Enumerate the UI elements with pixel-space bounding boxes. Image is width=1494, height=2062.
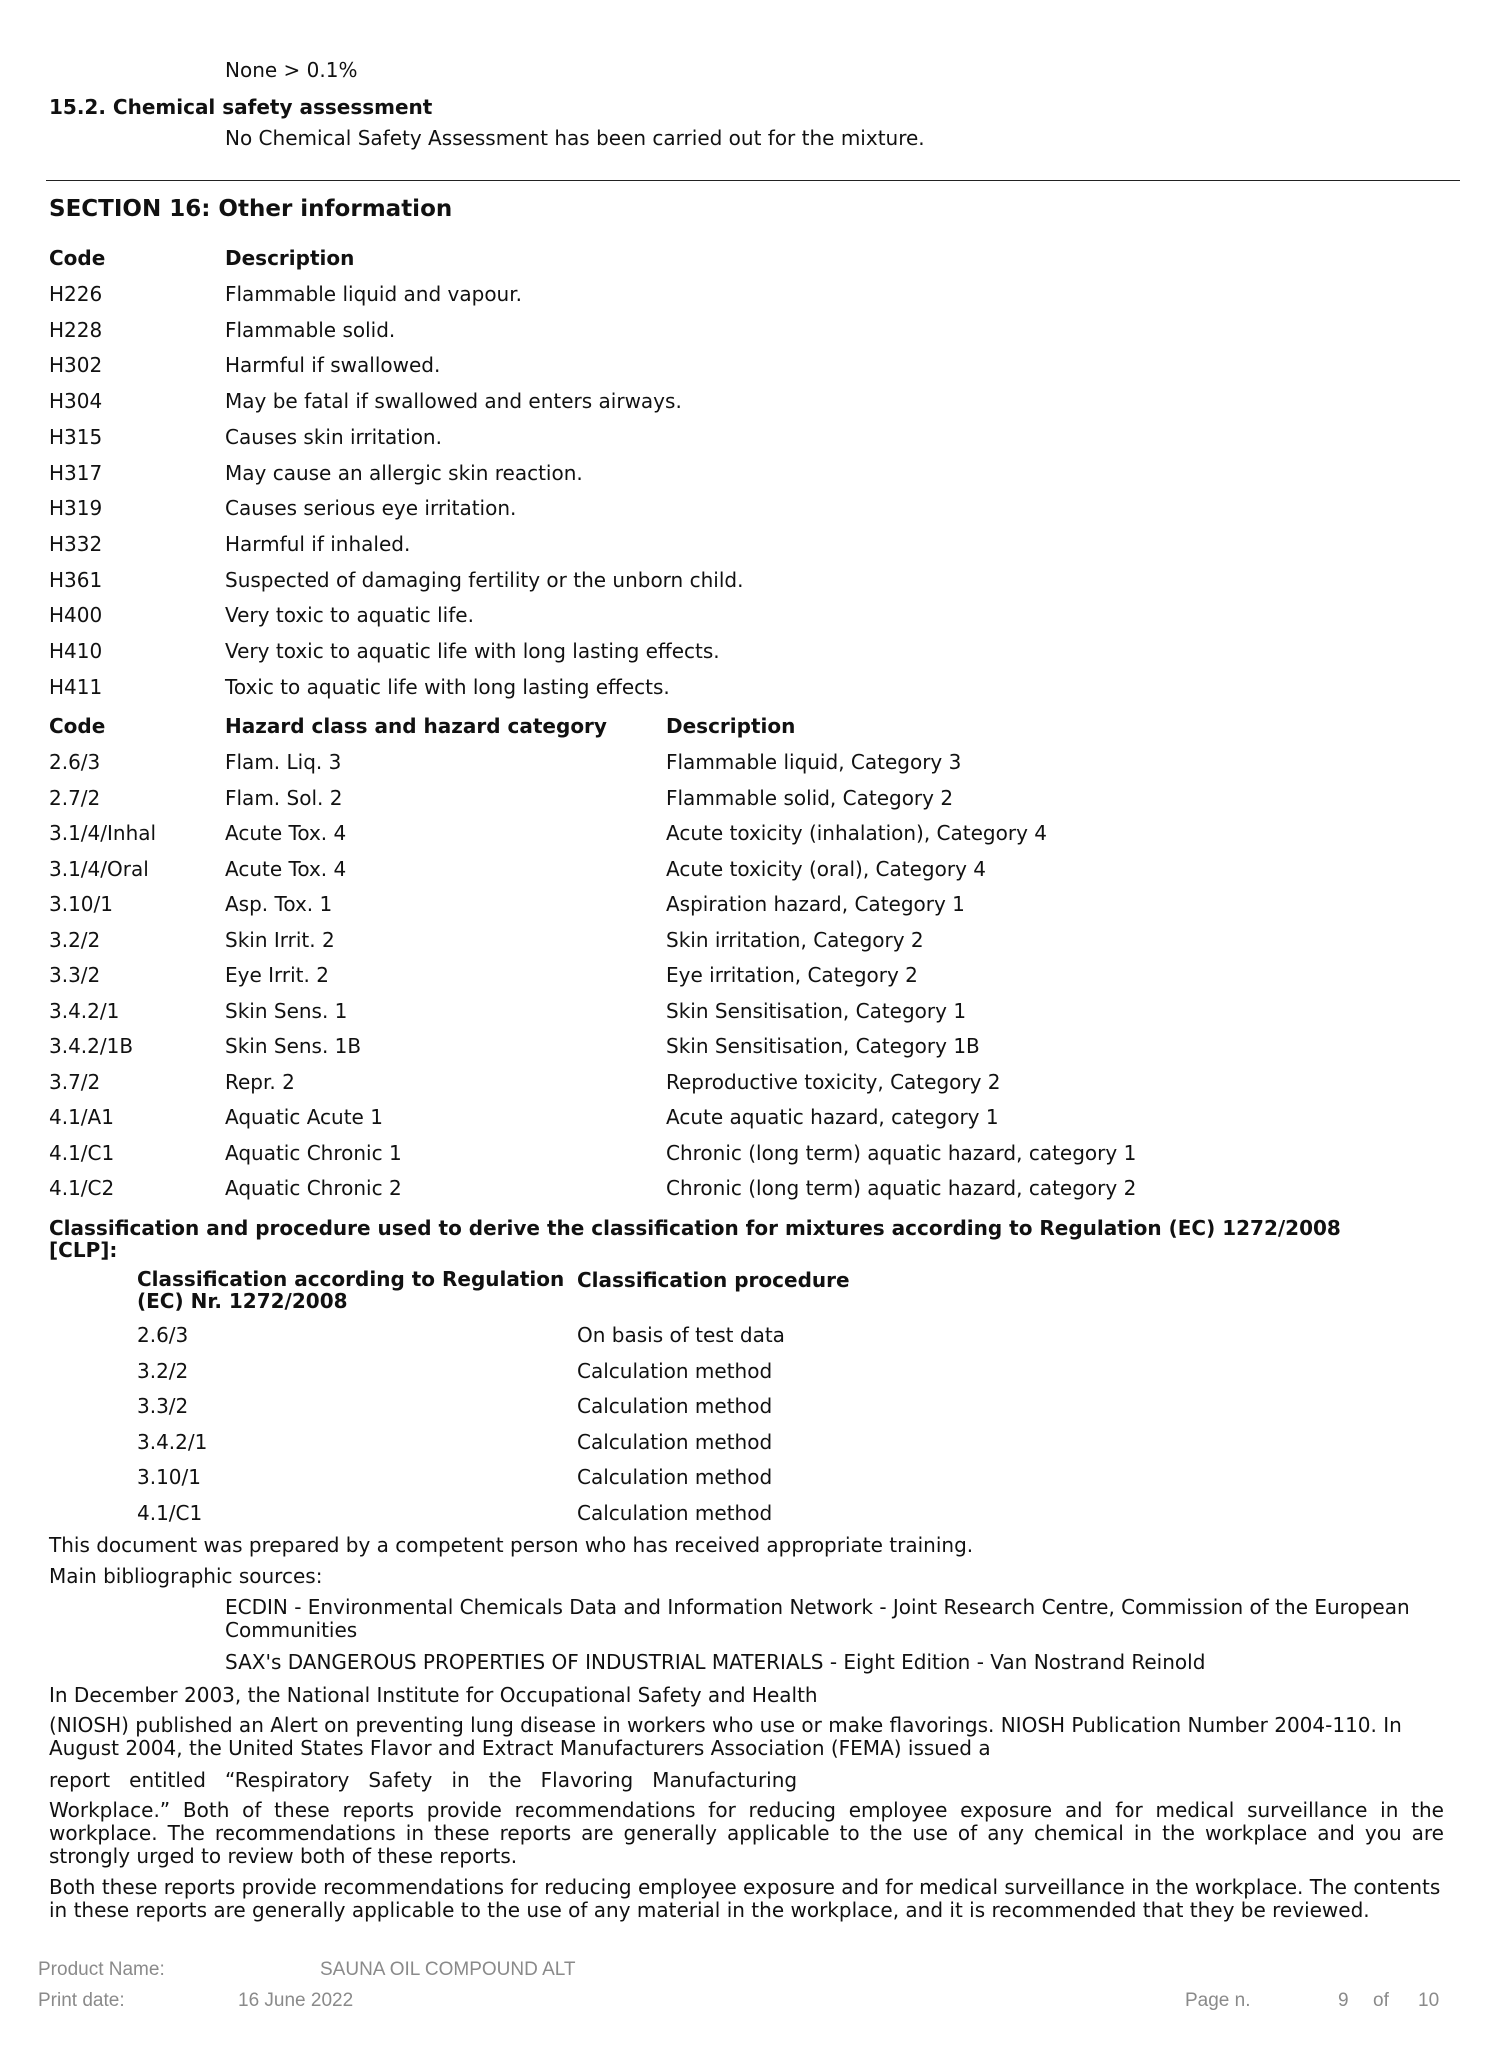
h-statement-description: Very toxic to aquatic life with long lasting effects.: [225, 639, 720, 663]
procedure-row: [0, 1501, 1494, 1531]
procedure-heading: Classification and procedure used to derive the classification for mixtures according to Regulation (EC) 1272/2008 [CLP]:: [49, 1216, 1341, 1262]
hazard-class-code: 3.4.2/1B: [49, 1034, 134, 1058]
hazard-class-description: Acute toxicity (oral), Category 4: [666, 856, 986, 881]
hazard-class-row: [0, 1141, 1494, 1171]
h-statement-description: Harmful if swallowed.: [225, 353, 441, 378]
h-statement-description: Very toxic to aquatic life.: [225, 603, 474, 628]
svhc-value: None > 0.1%: [225, 58, 358, 82]
procedure-row: [0, 1465, 1494, 1495]
h-statement-code: H226: [49, 282, 103, 306]
class-table-header-code: Code: [49, 714, 106, 738]
hazard-class-row: [0, 821, 1494, 851]
footer-page-label: Page n.: [1185, 1990, 1251, 2011]
h-statement-row: [0, 496, 1494, 526]
procedure-procedure: Calculation method: [577, 1429, 773, 1454]
h-statement-row: [0, 389, 1494, 419]
procedure-table-header-classification: Classification according to Regulation (EC) Nr. 1272/2008: [137, 1267, 565, 1313]
paragraph-both-reports: Both these reports provide recommendations for reducing employee exposure and for medical surveillance in the workplace. The contents in these reports are generally applicable to the use of any material in the workplace, and it is recommended that they be reviewed.: [49, 1875, 1441, 1922]
footer-page-total: 10: [1418, 1990, 1440, 2011]
hazard-class-hazard-class: Aquatic Acute 1: [225, 1105, 383, 1129]
procedure-classification: 2.6/3: [137, 1323, 189, 1347]
hazard-class-row: [0, 750, 1494, 780]
hazard-class-row: [0, 786, 1494, 816]
hazard-class-hazard-class: Asp. Tox. 1: [225, 892, 333, 916]
footer-of-label: of: [1373, 1990, 1389, 2011]
hazard-class-row: [0, 1105, 1494, 1135]
hazard-class-code: 3.7/2: [49, 1069, 101, 1094]
h-statement-code: H410: [49, 639, 103, 663]
procedure-procedure: Calculation method: [577, 1358, 773, 1383]
hazard-class-code: 4.1/C2: [49, 1176, 115, 1200]
procedure-classification: 3.3/2: [137, 1394, 189, 1419]
h-statement-description: May be fatal if swallowed and enters airways.: [225, 389, 682, 414]
h-statement-description: May cause an allergic skin reaction.: [225, 460, 583, 485]
hazard-class-hazard-class: Acute Tox. 4: [225, 821, 347, 845]
h-statement-row: [0, 318, 1494, 348]
hazard-class-code: 2.6/3: [49, 750, 101, 774]
hazard-class-description: Skin irritation, Category 2: [666, 927, 924, 952]
section-16-title: SECTION 16: Other information: [49, 196, 453, 222]
hazard-class-row: [0, 892, 1494, 922]
hazard-class-hazard-class: Flam. Sol. 2: [225, 785, 343, 810]
h-statement-code: H317: [49, 460, 103, 485]
procedure-table-header-procedure: Classification procedure: [577, 1268, 850, 1292]
h-statement-code: H400: [49, 603, 103, 628]
hazard-class-description: Flammable liquid, Category 3: [666, 750, 962, 774]
hazard-class-hazard-class: Acute Tox. 4: [225, 856, 347, 881]
h-statement-description: Flammable liquid and vapour.: [225, 282, 522, 306]
source-sax: SAX's DANGEROUS PROPERTIES OF INDUSTRIAL MATERIALS - Eight Edition - Van Nostrand Reinold: [225, 1650, 1206, 1674]
h-statement-description: Causes serious eye irritation.: [225, 496, 517, 521]
hazard-class-description: Acute toxicity (inhalation), Category 4: [666, 821, 1047, 845]
h-table-header-description: Description: [225, 246, 355, 270]
hazard-class-hazard-class: Skin Irrit. 2: [225, 927, 335, 952]
hazard-class-description: Chronic (long term) aquatic hazard, category 2: [666, 1176, 1137, 1200]
hazard-class-description: Flammable solid, Category 2: [666, 785, 954, 810]
procedure-classification: 3.10/1: [137, 1465, 201, 1490]
procedure-procedure: Calculation method: [577, 1501, 773, 1525]
hazard-class-description: Skin Sensitisation, Category 1B: [666, 1034, 980, 1058]
h-statement-description: Toxic to aquatic life with long lasting effects.: [225, 674, 670, 699]
h-statement-row: [0, 353, 1494, 383]
section-divider: [46, 180, 1460, 181]
hazard-class-code: 3.3/2: [49, 963, 101, 987]
h-statement-code: H302: [49, 353, 103, 378]
sources-label: Main bibliographic sources:: [49, 1564, 323, 1588]
procedure-row: [0, 1323, 1494, 1353]
paragraph-workplace: Workplace.” Both of these reports provide recommendations for reducing employee exposure and for medical surveillance in the workplace. The recommendations in these reports are generally applicable to the use of any chemical in the workplace and you are strongly urged to review both of these reports.: [49, 1798, 1444, 1868]
procedure-classification: 3.4.2/1: [137, 1429, 208, 1454]
procedure-row: [0, 1359, 1494, 1389]
h-statement-code: H332: [49, 531, 103, 556]
paragraph-niosh-alert: (NIOSH) published an Alert on preventing lung disease in workers who use or make flavorings. NIOSH Publication Number 2004-110. In August 2004, the United States Flavor and Extract Manufacturers Association (FEMA) issued a: [49, 1713, 1402, 1760]
footer-page-number: 9: [1338, 1990, 1349, 2011]
hazard-class-description: Eye irritation, Category 2: [666, 963, 918, 987]
h-statement-row: [0, 639, 1494, 669]
hazard-class-description: Skin Sensitisation, Category 1: [666, 998, 967, 1023]
hazard-class-hazard-class: Flam. Liq. 3: [225, 750, 342, 774]
footer-product-value: SAUNA OIL COMPOUND ALT: [320, 1959, 576, 1980]
hazard-class-code: 4.1/C1: [49, 1140, 115, 1165]
h-statement-code: H319: [49, 496, 103, 521]
h-statement-row: [0, 282, 1494, 312]
hazard-class-hazard-class: Eye Irrit. 2: [225, 963, 329, 987]
source-ecdin: ECDIN - Environmental Chemicals Data and Information Network - Joint Research Centre, Commission of the European Communities: [225, 1595, 1410, 1642]
h-statement-code: H411: [49, 674, 103, 699]
h-statement-row: [0, 461, 1494, 491]
procedure-classification: 4.1/C1: [137, 1501, 203, 1525]
hazard-class-row: [0, 928, 1494, 958]
hazard-class-description: Reproductive toxicity, Category 2: [666, 1069, 1001, 1094]
h-statement-row: [0, 425, 1494, 455]
procedure-row: [0, 1430, 1494, 1460]
h-statement-code: H361: [49, 567, 103, 592]
hazard-class-code: 3.2/2: [49, 927, 101, 952]
hazard-class-code: 3.1/4/Inhal: [49, 821, 157, 845]
hazard-class-code: 3.10/1: [49, 892, 113, 916]
hazard-class-code: 3.1/4/Oral: [49, 856, 149, 881]
paragraph-niosh-intro: In December 2003, the National Institute for Occupational Safety and Health: [49, 1683, 818, 1707]
h-statement-code: H304: [49, 389, 103, 414]
hazard-class-row: [0, 963, 1494, 993]
footer-print-value: 16 June 2022: [238, 1990, 354, 2011]
hazard-class-code: 4.1/A1: [49, 1105, 114, 1129]
h-statement-code: H228: [49, 317, 103, 342]
hazard-class-hazard-class: Skin Sens. 1B: [225, 1034, 362, 1058]
h-statement-code: H315: [49, 424, 103, 449]
h-statement-description: Flammable solid.: [225, 317, 396, 342]
class-table-header: [0, 714, 1494, 744]
h-statement-row: [0, 603, 1494, 633]
procedure-row: [0, 1394, 1494, 1424]
h-table-header-code: Code: [49, 246, 106, 270]
h-statement-description: Causes skin irritation.: [225, 424, 442, 449]
paragraph-report-entitled: report entitled “Respiratory Safety in the Flavoring Manufacturing: [49, 1768, 798, 1792]
hazard-class-code: 3.4.2/1: [49, 998, 120, 1023]
class-table-header-hazard: Hazard class and hazard category: [225, 714, 607, 738]
procedure-procedure: Calculation method: [577, 1465, 773, 1490]
hazard-class-description: Chronic (long term) aquatic hazard, category 1: [666, 1140, 1137, 1165]
hazard-class-hazard-class: Repr. 2: [225, 1069, 295, 1094]
h-statement-row: [0, 532, 1494, 562]
hazard-class-row: [0, 857, 1494, 887]
hazard-class-row: [0, 999, 1494, 1029]
procedure-procedure: Calculation method: [577, 1394, 773, 1419]
hazard-class-code: 2.7/2: [49, 785, 101, 810]
h-statement-row: [0, 675, 1494, 705]
footer-product-label: Product Name:: [38, 1959, 165, 1980]
hazard-class-row: [0, 1176, 1494, 1206]
class-table-header-description: Description: [666, 714, 796, 738]
hazard-class-hazard-class: Aquatic Chronic 2: [225, 1176, 402, 1200]
hazard-class-hazard-class: Aquatic Chronic 1: [225, 1140, 402, 1165]
procedure-classification: 3.2/2: [137, 1358, 189, 1383]
hazard-class-row: [0, 1034, 1494, 1064]
procedure-procedure: On basis of test data: [577, 1323, 785, 1347]
hazard-class-description: Acute aquatic hazard, category 1: [666, 1105, 999, 1129]
h-statement-row: [0, 568, 1494, 598]
hazard-class-row: [0, 1070, 1494, 1100]
h-statement-description: Harmful if inhaled.: [225, 531, 411, 556]
hazard-class-description: Aspiration hazard, Category 1: [666, 892, 965, 916]
csa-text: No Chemical Safety Assessment has been carried out for the mixture.: [225, 126, 925, 150]
prepared-text: This document was prepared by a competent person who has received appropriate training.: [49, 1533, 974, 1557]
hazard-class-hazard-class: Skin Sens. 1: [225, 998, 348, 1023]
h-statement-description: Suspected of damaging fertility or the unborn child.: [225, 567, 744, 592]
footer-print-label: Print date:: [38, 1990, 125, 2011]
h-table-header: [0, 246, 1494, 276]
csa-heading: 15.2. Chemical safety assessment: [49, 95, 433, 119]
